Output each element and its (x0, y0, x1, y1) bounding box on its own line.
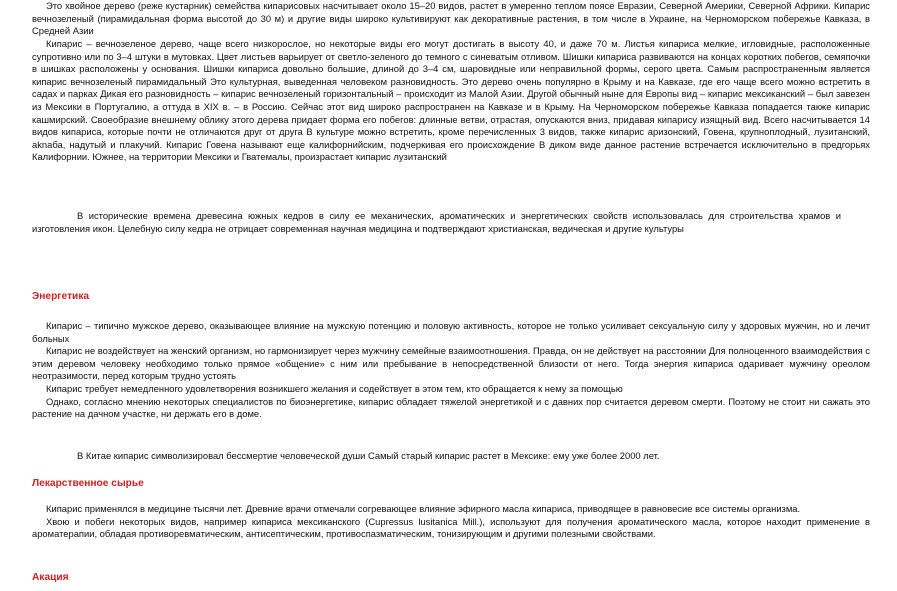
paragraph: Кипарис не воздействует на женский организм, но гармонизирует через мужчину семейные взаимоотношения. Правда, он не действует на расстоянии Для полноценного взаимодействия с этим деревом человеку необходимо только прямое «общение» с ним или пребывание в непосредственной близости от него. Тогда энергия кипариса одаривает мужчину ореолом неотразимости, перед которым трудно устоять (32, 345, 870, 382)
cedar-quote: В исторические времена древесина южных кедров в силу ее механических, ароматических и энергетических свойств использовалась для строительства храмов и изготовления икон. Целебную силу кедра не отрицает современная научная медицина и подтверждают христианская, ведическая и другие культуры (32, 210, 841, 234)
section-heading-energy: Энергетика (32, 291, 90, 302)
paragraph: Это хвойное дерево (реже кустарник) семейства кипарисовых насчитывает около 15–20 видов, растет в умеренно теплом поясе Евразии, Северной Америки, Северной Африки. Кипарис вечнозеленый (пирамидальная форма высотой до 30 м) и другие виды широко культивируют как декоративные растения, в том числе в Украине, на Черноморском побережье Кавказа, в Средней Азии (32, 0, 870, 37)
paragraph: Кипарис – вечнозеленое дерево, чаще всего низкорослое, но некоторые виды его могут достигать в высоту 40, и даже 70 м. Листья кипариса мелкие, игловидные, расположенные супротивно или по 3–4 штуки в мутовках. Цвет листьев варьирует от светло-зеленого до темного с синеватым отливом. Шишки кипариса развиваются на концах коротких побегов, семяпочки в шишках расположены у основания. Шишки кипариса довольно большие, длиной до 3–4 см, шаровидные или неправильной формы, серого цвета. Самым распространенным является кипарис вечнозеленый пирамидальный Это культурная, выведенная человеком разновидность. Это дерево очень популярно в Крыму и на Кавказе, где его чаще всего можно встретить в садах и парках Дикая его разновидность – кипарис вечнозеленый горизонтальный – происходит из Малой Азии. Другой обычный ныне для Европы вид – кипарис мексиканский – был завезен из Мексики в Португалию, а оттуда в XIX в. – в Россию. Сейчас этот вид широко распространен на Кавказе и в Крыму. На Черноморском побережье Кавказа попадается также кипарис кашмирский. Своеобразие внешнему облику этого дерева придает форма его побегов: длинные ветви, отрастая, опускаются вниз, придавая кипарису изящный вид. Всего насчитывается 14 видов кипариса, которые почти не отличаются друг от друга В культуре можно встретить, кроме перечисленных 3 видов, также кипарис аризонский, Говена, крупноплодный, лузитанский, аknаба, надутый и плакучий. Кипарис Говена называют еще калифорнийским, подчеркивая его происхождение В диком виде данное растение встречается исключительно в предгорьях Калифорнии. Южнее, на территории Мексики и Гватемалы, произрастает кипарис лузитанский (32, 38, 870, 163)
paragraph: Кипарис требует немедленного удовлетворения возникшего желания и содействует в этом тем, кто обращается к нему за помощью (46, 382, 623, 394)
section-heading-acacia: Акация (32, 572, 69, 583)
paragraph: Кипарис применялся в медицине тысячи лет. Древние врачи отмечали согревающее влияние эфирного масла кипариса, приводящее в равновесие все системы организма. (46, 503, 801, 514)
paragraph: Однако, согласно мнению некоторых специалистов по биоэнергетике, кипарис обладает тяжелой энергетикой и с давних пор считается деревом смерти. Поэтому не стоит ни сажать это растение на дачном участке, ни держать его в доме. (32, 395, 870, 420)
paragraph: Хвою и побеги некоторых видов, например кипариса мексиканского (Cupressus lusitanica Mill.), используют для получения ароматического масла, которое находит применение в ароматерапии, обладая противоревматическим, антисептическим, противоспазматическим, тонизирующим и другими полезными свойствами. (32, 515, 870, 540)
paragraph: Кипарис – типично мужское дерево, оказывающее влияние на мужскую потенцию и половую активность, которое не только усиливает сексуальную силу у здоровых мужчин, но и лечит больных (32, 320, 870, 344)
section-heading-medicinal: Лекарственное сырье (32, 478, 144, 489)
china-quote: В Китае кипарис символизировал бессмертие человеческой души Самый старый кипарис растет в Мексике: ему уже более 2000 лет. (77, 450, 660, 461)
intro-block (32, 0, 870, 38)
medicinal-block (32, 503, 870, 541)
description-block (32, 38, 870, 164)
energy-block (32, 320, 870, 421)
